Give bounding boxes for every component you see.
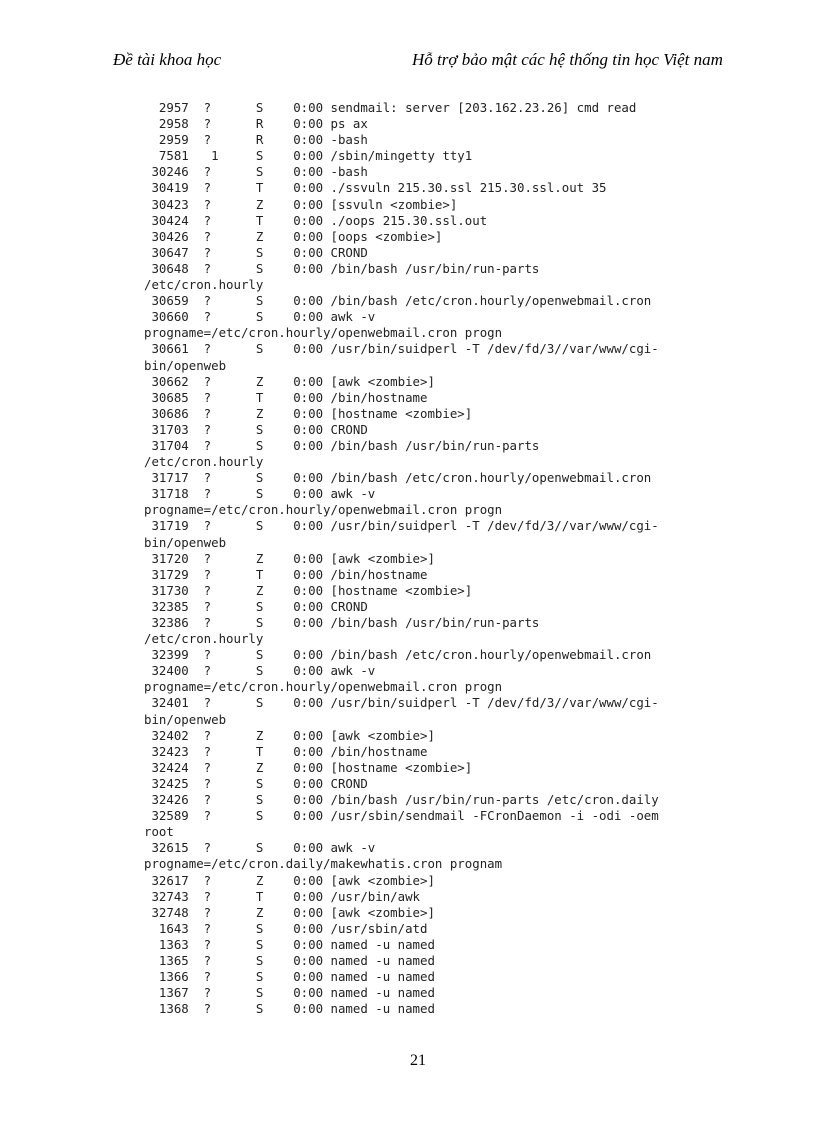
process-line: 30685 ? T 0:00 /bin/hostname [144, 389, 428, 405]
process-line: 30660 ? S 0:00 awk -v [144, 309, 376, 325]
process-line: 30424 ? T 0:00 ./oops 215.30.ssl.out [144, 212, 488, 228]
process-line: 32743 ? T 0:00 /usr/bin/awk [144, 888, 421, 904]
process-line: 32426 ? S 0:00 /bin/bash /usr/bin/run-parts /etc/cron.daily [144, 792, 659, 808]
process-line: 32402 ? Z 0:00 [awk <zombie>] [144, 727, 435, 743]
process-line: bin/openweb [144, 534, 227, 550]
process-line: 32385 ? S 0:00 CROND [144, 598, 368, 614]
process-line: bin/openweb [144, 711, 227, 727]
process-line: bin/openweb [144, 357, 227, 373]
process-line: 31730 ? Z 0:00 [hostname <zombie>] [144, 582, 473, 598]
process-line: 30426 ? Z 0:00 [oops <zombie>] [144, 228, 443, 244]
process-line: /etc/cron.hourly [144, 631, 264, 647]
process-line: 30662 ? Z 0:00 [awk <zombie>] [144, 373, 435, 389]
page-number: 21 [410, 1052, 426, 1069]
process-line: 32423 ? T 0:00 /bin/hostname [144, 743, 428, 759]
process-line: 32589 ? S 0:00 /usr/sbin/sendmail -FCronDaemon -i -odi -oem [144, 808, 659, 824]
process-line: 1363 ? S 0:00 named -u named [144, 936, 435, 952]
process-line: 30423 ? Z 0:00 [ssvuln <zombie>] [144, 196, 458, 212]
process-line: progname=/etc/cron.hourly/openwebmail.cron progn [144, 502, 503, 518]
process-line: 32748 ? Z 0:00 [awk <zombie>] [144, 904, 435, 920]
process-line: progname=/etc/cron.daily/makewhatis.cron prognam [144, 856, 503, 872]
process-line: 1643 ? S 0:00 /usr/sbin/atd [144, 920, 428, 936]
process-line: 31703 ? S 0:00 CROND [144, 421, 368, 437]
process-line: progname=/etc/cron.hourly/openwebmail.cron progn [144, 325, 503, 341]
process-line: 32400 ? S 0:00 awk -v [144, 663, 376, 679]
process-line: 1366 ? S 0:00 named -u named [144, 969, 435, 985]
process-line: 32424 ? Z 0:00 [hostname <zombie>] [144, 759, 473, 775]
process-line: 30686 ? Z 0:00 [hostname <zombie>] [144, 405, 473, 421]
process-line: 31720 ? Z 0:00 [awk <zombie>] [144, 550, 435, 566]
process-line: 1365 ? S 0:00 named -u named [144, 952, 435, 968]
header-title-right: Hỗ trợ bảo mật các hệ thống tin học Việt nam [412, 50, 723, 69]
process-line: 2958 ? R 0:00 ps ax [144, 116, 368, 132]
process-line: 32399 ? S 0:00 /bin/bash /etc/cron.hourly/openwebmail.cron [144, 647, 652, 663]
process-line: 30246 ? S 0:00 -bash [144, 164, 368, 180]
process-line: 1368 ? S 0:00 named -u named [144, 1001, 435, 1017]
process-list-output [144, 100, 764, 1017]
process-line: 32386 ? S 0:00 /bin/bash /usr/bin/run-parts [144, 615, 540, 630]
process-line: 32615 ? S 0:00 awk -v [144, 840, 376, 856]
process-line: 31729 ? T 0:00 /bin/hostname [144, 566, 428, 582]
process-line: progname=/etc/cron.hourly/openwebmail.cron progn [144, 679, 503, 695]
process-line: 32425 ? S 0:00 CROND [144, 775, 368, 791]
process-line: 30661 ? S 0:00 /usr/bin/suidperl -T /dev/fd/3//var/www/cgi- [144, 341, 659, 357]
process-line: 31717 ? S 0:00 /bin/bash /etc/cron.hourly/openwebmail.cron [144, 470, 652, 486]
process-line: 1367 ? S 0:00 named -u named [144, 985, 435, 1001]
process-line: /etc/cron.hourly [144, 277, 264, 293]
process-line: 2959 ? R 0:00 -bash [144, 132, 368, 148]
process-line: 30659 ? S 0:00 /bin/bash /etc/cron.hourly/openwebmail.cron [144, 293, 652, 309]
process-line: 32617 ? Z 0:00 [awk <zombie>] [144, 872, 435, 888]
process-line: 30419 ? T 0:00 ./ssvuln 215.30.ssl 215.30.ssl.out 35 [144, 180, 607, 196]
process-line: 32401 ? S 0:00 /usr/bin/suidperl -T /dev/fd/3//var/www/cgi- [144, 695, 659, 711]
process-line: 30648 ? S 0:00 /bin/bash /usr/bin/run-parts [144, 260, 540, 276]
process-line: 7581 1 S 0:00 /sbin/mingetty tty1 [144, 148, 473, 164]
process-line: /etc/cron.hourly [144, 454, 264, 470]
process-line: 31718 ? S 0:00 awk -v [144, 486, 376, 502]
process-line: root [144, 824, 174, 840]
header-title-left: Đề tài khoa học [113, 50, 222, 69]
process-line: 2957 ? S 0:00 sendmail: server [203.162.23.26] cmd read [144, 100, 637, 115]
process-line: 31704 ? S 0:00 /bin/bash /usr/bin/run-parts [144, 437, 540, 453]
process-line: 31719 ? S 0:00 /usr/bin/suidperl -T /dev/fd/3//var/www/cgi- [144, 518, 659, 534]
process-line: 30647 ? S 0:00 CROND [144, 244, 368, 260]
